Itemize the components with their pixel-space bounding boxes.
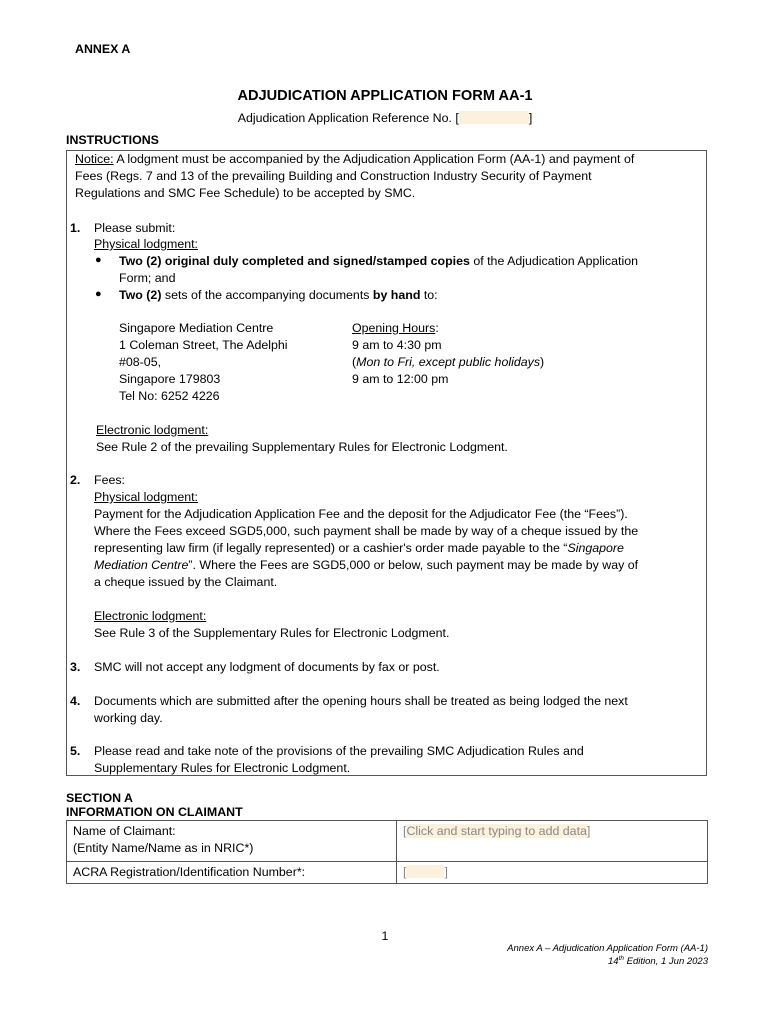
hours-label: Opening Hours [352,321,436,335]
item-2-physical-label: Physical lodgment: [94,490,198,504]
b1-bold: Two (2) original duly completed and signed/stamped copies [119,254,470,268]
name-field-cell [397,821,708,862]
address-line-3: #08-05, [119,355,162,369]
edition-sup: th [618,955,625,962]
notice-line-1 [75,151,634,168]
reference-line [0,110,770,127]
item-2-line-1: Payment for the Adjudication Application Fee and the deposit for the Adjudicator Fee (the “Fees”). [94,507,628,521]
item-2-line-4 [94,557,638,574]
reference-input[interactable] [459,111,529,124]
edition-num: 14 [608,956,619,968]
address-line-1: Singapore Mediation Centre [119,321,274,335]
footer-line-2 [608,955,708,967]
annex-label: ANNEX A [75,42,131,56]
bullet-icon: ● [95,288,102,300]
item-2-line-5: a cheque issued by the Claimant. [94,575,278,589]
item-1-number: 1. [70,221,81,235]
item-1-intro: Please submit: [94,221,176,235]
l3a: representing law firm (if legally represented) or a cashier's order made payable to the “ [94,541,568,555]
item-1-electronic-text: See Rule 2 of the prevailing Supplementary Rules for Electronic Lodgment. [96,440,508,454]
item-2-electronic-label: Electronic lodgment: [94,609,207,623]
item-2-line-2: Where the Fees exceed SGD5,000, such payment shall be made by way of a cheque issued by the [94,524,639,538]
item-2-intro: Fees: [94,473,125,487]
item-2-electronic-text: See Rule 3 of the Supplementary Rules for Electronic Lodgment. [94,626,450,640]
name-field-close: ] [586,824,591,838]
acra-label-cell: ACRA Registration/Identification Number*: [67,862,397,884]
reference-label: Adjudication Application Reference No. [ [237,111,459,125]
item-1-bullet-2 [119,287,438,304]
name-label-1: Name of Claimant: [73,824,176,838]
l3b: Singapore [567,541,624,555]
b2-bold-1: Two (2) [119,288,162,302]
item-3-text: SMC will not accept any lodgment of documents by fax or post. [94,660,440,674]
item-2-line-3 [94,540,624,557]
item-5-line-1: Please read and take note of the provisions of the prevailing SMC Adjudication Rules and [94,744,584,758]
reference-close: ] [528,111,533,125]
address-line-2: 1 Coleman Street, The Adelphi [119,338,288,352]
hours-2-close: ) [540,355,545,369]
notice-line-2: Fees (Regs. 7 and 13 of the prevailing Building and Construction Industry Security of Payment [75,169,592,183]
name-label-cell [67,821,397,862]
footer-line-1: Annex A – Adjudication Application Form (AA-1) [507,943,708,954]
instructions-heading: INSTRUCTIONS [66,133,159,147]
l4a: Mediation Centre [94,558,189,572]
acra-input[interactable] [406,865,444,878]
page-number: 1 [381,929,389,943]
section-a-title: SECTION A [66,791,134,805]
item-4-number: 4. [70,694,81,708]
item-1-electronic-label: Electronic lodgment: [96,423,209,437]
l4b: ”. Where the Fees are SGD5,000 or below, such payment may be made by way of [188,558,639,572]
acra-open: [ [403,865,407,879]
section-a-subtitle: INFORMATION ON CLAIMANT [66,805,243,819]
acra-field-cell [397,862,708,884]
acra-close: ] [444,865,448,879]
address-line-4: Singapore 179803 [119,372,221,386]
item-5-line-2: Supplementary Rules for Electronic Lodgment. [94,761,351,775]
notice-text-1: A lodgment must be accompanied by the Adjudication Application Form (AA-1) and payment of [113,152,635,166]
hours-2-italic: Mon to Fri, except public holidays [356,355,541,369]
notice-label: Notice: [75,152,114,166]
item-1-physical-label: Physical lodgment: [94,237,198,251]
table-row [67,821,708,862]
item-4-line-1: Documents which are submitted after the opening hours shall be treated as being lodged the next [94,694,628,708]
item-4-line-2: working day. [94,711,163,725]
form-title: ADJUDICATION APPLICATION FORM AA-1 [237,88,533,104]
hours-colon: : [435,321,439,335]
b2-mid: sets of the accompanying documents [161,288,373,302]
hours-line-2 [352,354,544,371]
edition-rest: Edition, 1 Jun 2023 [624,956,708,968]
name-label-2: (Entity Name/Name as in NRIC*) [73,841,254,855]
name-field-open: [ [403,824,407,838]
hours-line-3: 9 am to 12:00 pm [352,372,449,386]
item-2-number: 2. [70,473,81,487]
item-3-number: 3. [70,660,81,674]
address-line-5: Tel No: 6252 4226 [119,389,220,403]
b1-rest: of the Adjudication Application [469,254,638,268]
hours-2-open: ( [352,355,357,369]
item-1-bullet-1-cont: Form; and [119,271,176,285]
notice-line-3: Regulations and SMC Fee Schedule) to be accepted by SMC. [75,186,416,200]
b2-bold-2: by hand [372,288,421,302]
hours-line-1: 9 am to 4:30 pm [352,338,442,352]
b2-rest: to: [420,288,438,302]
table-row [67,862,708,884]
item-1-bullet-1 [119,253,638,270]
bullet-icon: ● [95,254,102,266]
item-5-number: 5. [70,744,81,758]
claimant-name-input[interactable]: Click and start typing to add data [406,824,587,838]
claimant-table [66,820,708,884]
hours-heading [352,320,439,337]
